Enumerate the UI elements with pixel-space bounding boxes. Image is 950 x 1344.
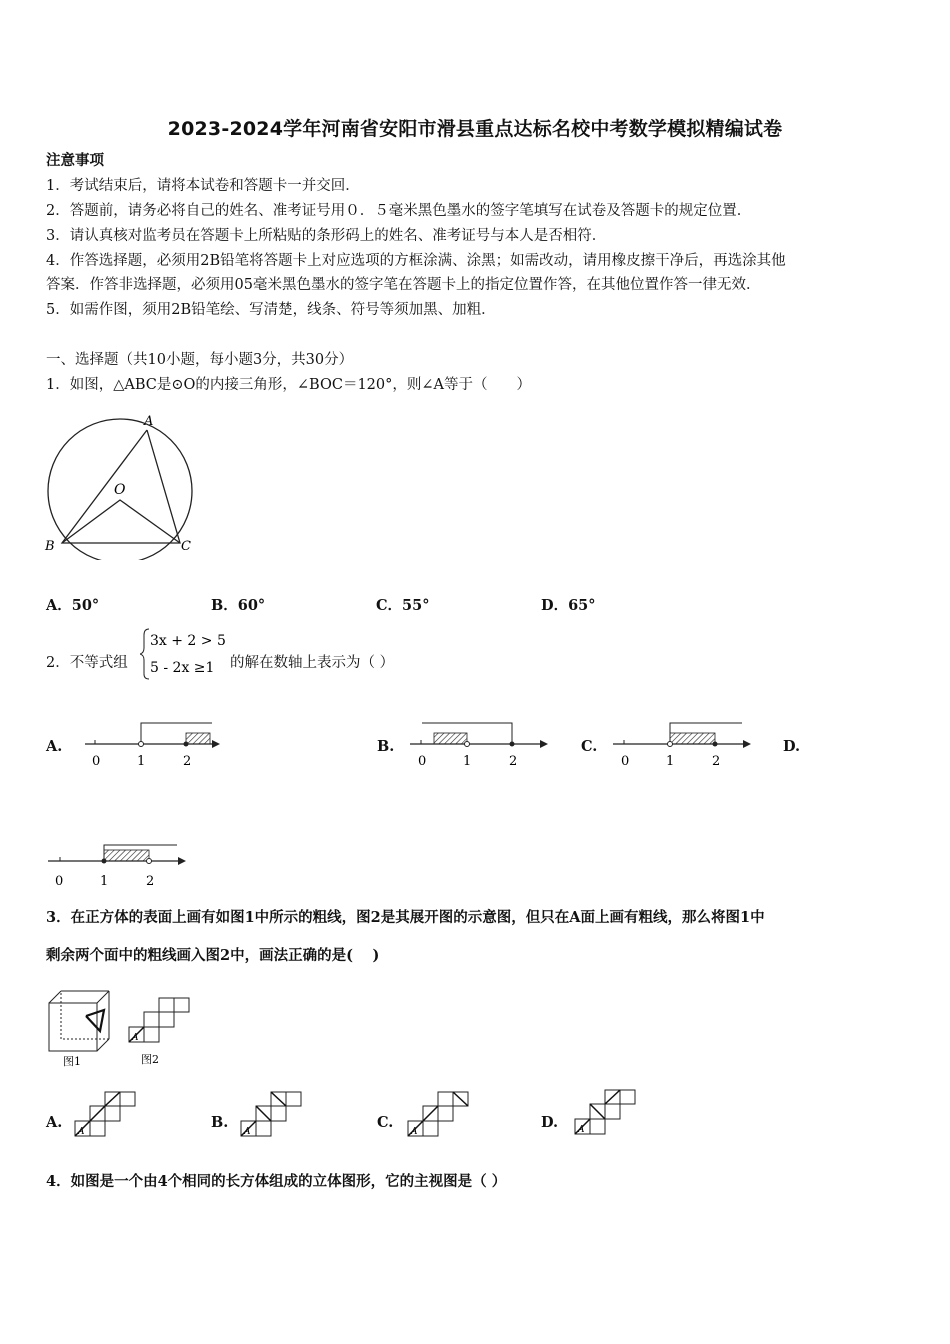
question-2-prefix: 2．不等式组 (46, 655, 128, 671)
tick-label: 0 (55, 874, 64, 889)
section-heading: 一、选择题（共10小题，每小题3分，共30分） (46, 352, 354, 368)
tick-label: 2 (183, 754, 192, 769)
number-line-b (405, 715, 555, 770)
option-d[interactable]: D．65° (541, 597, 596, 614)
question-2-suffix: 的解在数轴上表示为（ ） (230, 655, 395, 671)
net-option-a (72, 1090, 142, 1140)
question-3-line2: 剩余两个面中的粗线画入图2中，画法正确的是( ) (46, 947, 380, 964)
notice-item: 2．答题前，请务必将自己的姓名、准考证号用０．５毫米黑色墨水的签字笔填写在试卷及答题卡的规定位置． (46, 203, 752, 219)
option-b[interactable]: B．60° (211, 597, 266, 614)
notice-item: 5．如需作图，须用2B铅笔绘、写清楚，线条、符号等须加黑、加粗． (46, 302, 496, 318)
tick-label: 1 (463, 754, 472, 769)
number-line-d (44, 835, 194, 890)
net-option-b (238, 1090, 308, 1140)
q2-option-a[interactable]: A. (46, 738, 63, 755)
tick-label: 0 (418, 754, 427, 769)
tick-label: 1 (100, 874, 109, 889)
label-b: B (45, 539, 55, 554)
net-option-d (572, 1088, 642, 1138)
tick-label: 2 (146, 874, 155, 889)
tick-label: 1 (666, 754, 675, 769)
inequality-brace (140, 626, 230, 682)
notice-item: 3．请认真核对监考员在答题卡上所粘贴的条形码上的姓名、准考证号与本人是否相符． (46, 228, 607, 244)
q3-option-c[interactable]: C. (377, 1114, 394, 1131)
face-label: A (78, 1127, 85, 1137)
notice-heading: 注意事项 (46, 152, 104, 169)
page-title: 2023-2024学年河南省安阳市滑县重点达标名校中考数学模拟精编试卷 (167, 118, 783, 140)
question-1-text: 1．如图，△ABC是⊙O的内接三角形，∠BOC＝120°，则∠A等于（ ） (46, 377, 532, 393)
number-line-a (80, 715, 225, 770)
tick-label: 1 (137, 754, 146, 769)
label-a: A (144, 414, 154, 429)
q2-option-c[interactable]: C. (581, 738, 598, 755)
inequality-1: 3x + 2 > 5 (150, 633, 226, 649)
q3-option-d[interactable]: D. (541, 1114, 559, 1131)
q3-option-a[interactable]: A. (46, 1114, 63, 1131)
number-line-c (608, 715, 758, 770)
option-a[interactable]: A．50° (46, 597, 100, 614)
net-option-c (405, 1090, 475, 1140)
q3-option-b[interactable]: B. (211, 1114, 229, 1131)
fig2-caption: 图2 (141, 1053, 159, 1066)
face-label: A (578, 1125, 585, 1135)
face-label: A (244, 1127, 251, 1137)
tick-label: 0 (621, 754, 630, 769)
face-label: A (411, 1127, 418, 1137)
question-3-line1: 3．在正方体的表面上画有如图1中所示的粗线，图2是其展开图的示意图，但只在A面上画有粗线，那么将图1中 (46, 909, 765, 926)
notice-item: 4．作答选择题，必须用2B铅笔将答题卡上对应选项的方框涂满、涂黑；如需改动，请用橡皮擦干净后，再选涂其他 (46, 253, 786, 269)
q2-option-d[interactable]: D. (783, 738, 801, 755)
notice-item: 1．考试结束后，请将本试卷和答题卡一并交回． (46, 178, 360, 194)
question-4-text: 4．如图是一个由4个相同的长方体组成的立体图形，它的主视图是（ ） (46, 1173, 507, 1190)
label-o: O (114, 482, 126, 498)
q2-option-b[interactable]: B. (377, 738, 395, 755)
tick-label: 2 (509, 754, 518, 769)
fig1-caption: 图1 (63, 1055, 81, 1068)
cube-figure-1 (46, 988, 116, 1068)
option-c[interactable]: C．55° (376, 597, 430, 614)
notice-item: 答案．作答非选择题，必须用05毫米黑色墨水的签字笔在答题卡上的指定位置作答，在其他位置作答一律无效． (46, 277, 761, 293)
net-figure-2 (126, 996, 196, 1068)
face-label: A (132, 1033, 139, 1043)
circle-figure (40, 410, 210, 560)
tick-label: 0 (92, 754, 101, 769)
label-c: C (181, 539, 191, 554)
tick-label: 2 (712, 754, 721, 769)
inequality-2: 5 - 2x ≥1 (150, 660, 215, 676)
